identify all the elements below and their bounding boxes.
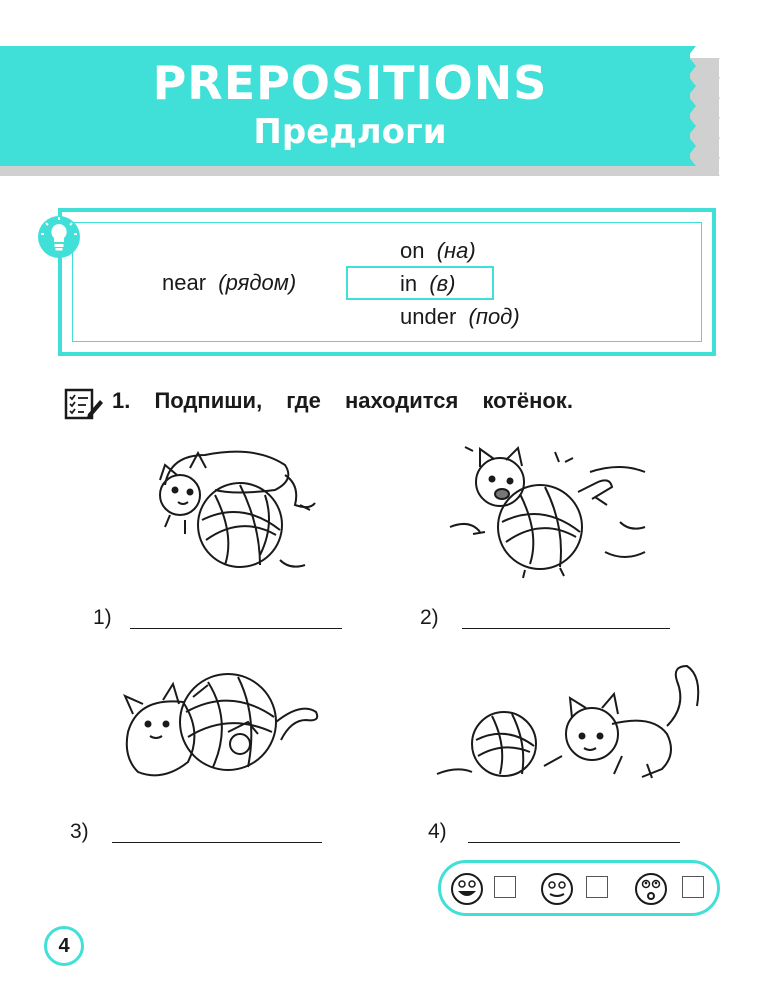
prep-near: [162, 270, 296, 296]
prep-under-word: under: [400, 304, 457, 329]
exercise-number: 1.: [112, 388, 131, 413]
banner-shadow-zigzag: [700, 58, 722, 178]
item-3-label: 3): [70, 820, 89, 843]
item-4-label: 4): [428, 820, 447, 843]
picture-kitten-under-ball: [108, 662, 328, 792]
checkbox-icon[interactable]: [586, 876, 608, 898]
prep-under-translation: (под): [468, 304, 520, 329]
item-4-answer-line[interactable]: [468, 842, 680, 843]
exercise-text: Подпиши, где находится котёнок.: [154, 388, 573, 413]
item-1-label: 1): [93, 606, 112, 629]
prep-near-translation: (рядом): [218, 270, 297, 295]
prep-on-translation: (на): [436, 238, 476, 263]
prep-under: [400, 304, 520, 330]
item-2-answer-line[interactable]: [462, 628, 670, 629]
prep-in-translation: (в): [429, 271, 456, 296]
smiley-icon: [450, 872, 484, 906]
picture-kitten-on-ball: [140, 440, 320, 580]
checkbox-icon[interactable]: [682, 876, 704, 898]
lightbulb-icon: [36, 214, 82, 260]
checklist-pencil-icon: [62, 386, 104, 422]
item-2-label: 2): [420, 606, 439, 629]
thinking-face-icon: [634, 872, 668, 906]
prep-near-word: near: [162, 270, 207, 295]
prep-on: [400, 238, 476, 264]
picture-kitten-near-ball: [432, 656, 704, 786]
page-number: 4: [44, 926, 84, 966]
prep-in: [400, 271, 456, 297]
prep-in-word: in: [400, 271, 418, 296]
picture-kitten-in-ball: [440, 432, 650, 582]
item-1-answer-line[interactable]: [130, 628, 342, 629]
neutral-face-icon: [540, 872, 574, 906]
page-title: PREPOSITIONS: [152, 56, 548, 110]
exercise-instruction: [112, 388, 573, 414]
item-3-answer-line[interactable]: [112, 842, 322, 843]
prep-on-word: on: [400, 238, 425, 263]
page-subtitle: Предлоги: [253, 112, 447, 152]
checkbox-icon[interactable]: [494, 876, 516, 898]
